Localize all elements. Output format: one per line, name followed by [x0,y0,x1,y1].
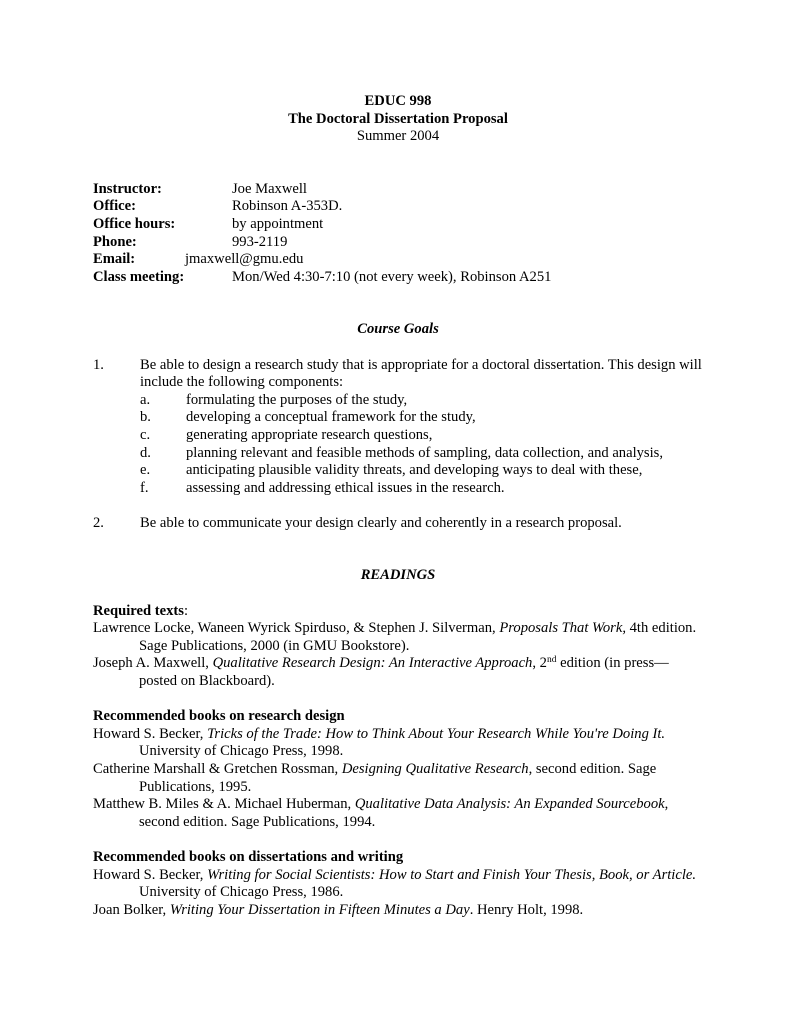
goal-subitem [140,462,703,480]
dissertation-writing-label: Recommended books on dissertations and writing [93,848,404,865]
goal-subitem [140,480,703,498]
goal-list [93,357,703,533]
info-row-office-hours [93,216,703,234]
subitem-letter: c. [140,426,151,443]
book-title: Writing Your Dissertation in Fifteen Minutes a Day [169,901,470,918]
required-texts-section [93,603,703,691]
book-title: Tricks of the Trade: How to Think About Your Research While You're Doing It. [207,725,666,742]
reference-entry: Matthew B. Miles & A. Michael Huberman, Qualitative Data Analysis: An Expanded Sourcebook, second edition. Sage Publications, 1994. [93,796,669,830]
book-title: Designing Qualitative Research [341,761,529,777]
course-goals-heading: Course Goals [357,321,439,338]
info-label: Office: [93,198,136,215]
syllabus-page [93,93,703,919]
course-number: EDUC 998 [364,93,432,109]
goal-text: Be able to communicate your design clearly and coherently in a research proposal. [140,514,622,531]
info-label: Office hours: [93,215,176,232]
info-row-email [93,251,703,269]
book-title: Writing for Social Scientists: How to Start and Finish Your Thesis, Book, or Article. [207,866,697,883]
dissertation-writing-section [93,849,703,919]
subitem-text: developing a conceptual framework for the study, [186,409,476,426]
reference-entry: Catherine Marshall & Gretchen Rossman, Designing Qualitative Research, second edition. Sage Publications, 1995. [93,761,657,795]
goal-subitem [140,392,703,410]
info-row-phone [93,234,703,252]
research-design-label: Recommended books on research design [93,708,345,725]
info-label: Class meeting: [93,268,185,285]
readings-heading: READINGS [360,567,436,584]
course-title: The Doctoral Dissertation Proposal [288,110,508,127]
reference-entry: Howard S. Becker, Tricks of the Trade: How to Think About Your Research While You're Doing It. University of Chicago Press, 1998. [93,725,666,760]
goal-subitem [140,427,703,445]
info-label: Phone: [93,233,137,250]
course-term: Summer 2004 [356,128,440,145]
research-design-section [93,708,703,831]
info-value: Robinson A-353D. [232,198,343,215]
info-value: by appointment [232,215,324,232]
info-value: 993-2119 [232,233,288,250]
goal-item [93,357,703,498]
info-value: Mon/Wed 4:30-7:10 (not every week), Robinson A251 [232,268,552,285]
subitem-text: assessing and addressing ethical issues in the research. [186,479,505,496]
subitem-text: formulating the purposes of the study, [186,391,408,408]
reference-entry: Howard S. Becker, Writing for Social Scientists: How to Start and Finish Your Thesis, Book, or Article. University of Chicago Press, 1986. [93,866,697,901]
subitem-text: generating appropriate research questions, [186,426,433,443]
subitem-letter: b. [140,409,151,426]
info-label: Instructor: [93,180,162,197]
reference-entry: Lawrence Locke, Waneen Wyrick Spirduso, & Stephen J. Silverman, Proposals That Work, 4th edition. Sage Publications, 2000 (in GMU Bookstore). [93,620,697,654]
info-row-office [93,198,703,216]
goal-text: Be able to design a research study that is appropriate for a doctoral dissertation. This design will include the following components: [140,356,702,391]
instructor-info [93,181,703,287]
goal-subitem [140,445,703,463]
book-title: Proposals That Work, [499,620,626,637]
subitem-text: anticipating plausible validity threats, and developing ways to deal with these, [186,462,643,479]
subitem-letter: e. [140,462,151,479]
info-row-class-meeting [93,269,703,287]
subitem-letter: d. [140,444,151,461]
info-value: jmaxwell@gmu.edu [185,251,304,268]
book-title: Qualitative Research Design: An Interactive Approach [212,655,533,672]
reference-entry: Joan Bolker, Writing Your Dissertation in Fifteen Minutes a Day. Henry Holt, 1998. [93,901,584,918]
goal-number: 1. [93,356,104,373]
required-texts-colon: : [183,602,188,619]
info-row-instructor [93,181,703,199]
book-title: Qualitative Data Analysis: An Expanded Sourcebook [354,796,665,813]
goal-item [93,515,703,533]
reference-entry: Joseph A. Maxwell, Qualitative Research Design: An Interactive Approach, 2nd edition (in press—posted on Blackboard). [93,655,669,690]
goal-subitem [140,409,703,427]
subitem-text: planning relevant and feasible methods of sampling, data collection, and analysis, [186,444,663,461]
info-label: Email: [93,251,136,268]
goal-number: 2. [93,514,104,531]
required-texts-label: Required texts [93,602,184,619]
info-value: Joe Maxwell [232,180,307,197]
subitem-letter: f. [140,479,149,496]
subitem-letter: a. [140,391,151,408]
